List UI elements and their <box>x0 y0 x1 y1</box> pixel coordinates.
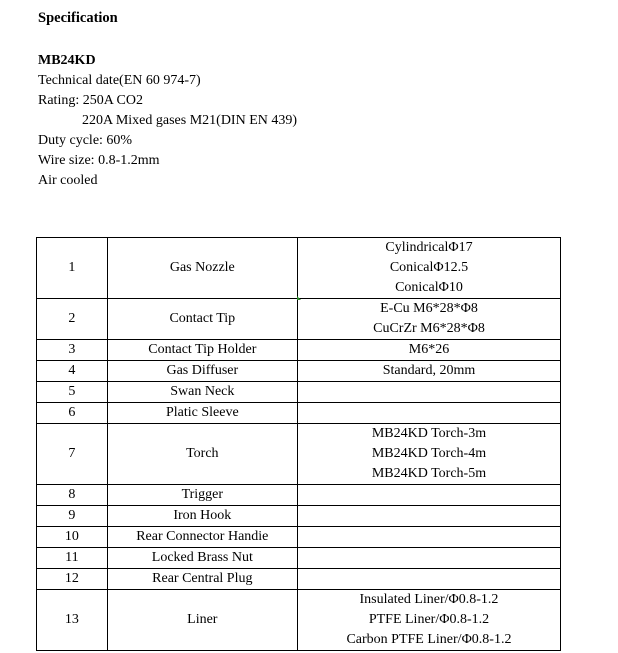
part-description <box>297 238 560 299</box>
part-number: 1 <box>37 238 108 299</box>
part-number: 13 <box>37 590 108 651</box>
part-description <box>297 299 560 340</box>
part-name: Platic Sleeve <box>107 403 297 424</box>
table-row <box>37 590 561 651</box>
description-line: E-Cu M6*28*Φ8 <box>380 301 478 316</box>
duty-cycle: Duty cycle: 60% <box>38 133 133 148</box>
part-number: 9 <box>37 506 108 527</box>
part-name: Trigger <box>107 485 297 506</box>
description-line: CuCrZr M6*28*Φ8 <box>373 321 485 336</box>
cooling-type: Air cooled <box>38 173 98 188</box>
part-number: 2 <box>37 299 108 340</box>
table-row <box>37 527 561 548</box>
technical-data: Technical date(EN 60 974-7) <box>38 73 201 88</box>
description-line: PTFE Liner/Φ0.8-1.2 <box>368 612 490 627</box>
part-name: Liner <box>107 590 297 651</box>
part-description <box>297 382 560 403</box>
part-name: Iron Hook <box>107 506 297 527</box>
part-description <box>297 590 560 651</box>
rating-co2: Rating: 250A CO2 <box>38 93 144 108</box>
part-name: Gas Diffuser <box>107 361 297 382</box>
part-name: Locked Brass Nut <box>107 548 297 569</box>
part-number: 4 <box>37 361 108 382</box>
cell-corner-mark <box>297 296 301 300</box>
table-row <box>37 485 561 506</box>
part-name: Rear Central Plug <box>107 569 297 590</box>
table-row <box>37 548 561 569</box>
table-row <box>37 299 561 340</box>
part-name: Rear Connector Handie <box>107 527 297 548</box>
part-description <box>297 424 560 485</box>
part-name: Contact Tip Holder <box>107 340 297 361</box>
table-row <box>37 382 561 403</box>
part-name: Gas Nozzle <box>107 238 297 299</box>
page-heading: Specification <box>38 10 118 26</box>
part-description <box>297 506 560 527</box>
table-row <box>37 361 561 382</box>
description-line: ConicalΦ10 <box>395 280 463 295</box>
part-name: Swan Neck <box>107 382 297 403</box>
table-row <box>37 238 561 299</box>
description-line: Standard, 20mm <box>382 363 476 378</box>
description-line: MB24KD Torch-3m <box>371 426 487 441</box>
table-row <box>37 403 561 424</box>
part-description <box>297 485 560 506</box>
part-description <box>297 340 560 361</box>
description-line: MB24KD Torch-5m <box>371 466 487 481</box>
part-number: 12 <box>37 569 108 590</box>
part-description <box>297 569 560 590</box>
part-number: 5 <box>37 382 108 403</box>
part-number: 11 <box>37 548 108 569</box>
part-number: 3 <box>37 340 108 361</box>
description-line: Carbon PTFE Liner/Φ0.8-1.2 <box>346 632 512 647</box>
part-description <box>297 361 560 382</box>
part-description <box>297 548 560 569</box>
part-number: 10 <box>37 527 108 548</box>
description-line: MB24KD Torch-4m <box>371 446 487 461</box>
wire-size: Wire size: 0.8-1.2mm <box>38 153 160 168</box>
rating-mixed-gas: 220A Mixed gases M21(DIN EN 439) <box>82 113 298 128</box>
table-row <box>37 424 561 485</box>
part-description <box>297 403 560 424</box>
table-row <box>37 506 561 527</box>
part-description <box>297 527 560 548</box>
description-line: CylindricalΦ17 <box>385 240 473 255</box>
part-number: 6 <box>37 403 108 424</box>
description-line: ConicalΦ12.5 <box>389 260 469 275</box>
table-row <box>37 569 561 590</box>
description-line: Insulated Liner/Φ0.8-1.2 <box>359 592 499 607</box>
part-name: Contact Tip <box>107 299 297 340</box>
spec-block <box>38 51 297 191</box>
part-number: 8 <box>37 485 108 506</box>
description-line: M6*26 <box>408 342 450 357</box>
part-number: 7 <box>37 424 108 485</box>
table-row <box>37 340 561 361</box>
part-name: Torch <box>107 424 297 485</box>
model-name: MB24KD <box>38 53 96 68</box>
